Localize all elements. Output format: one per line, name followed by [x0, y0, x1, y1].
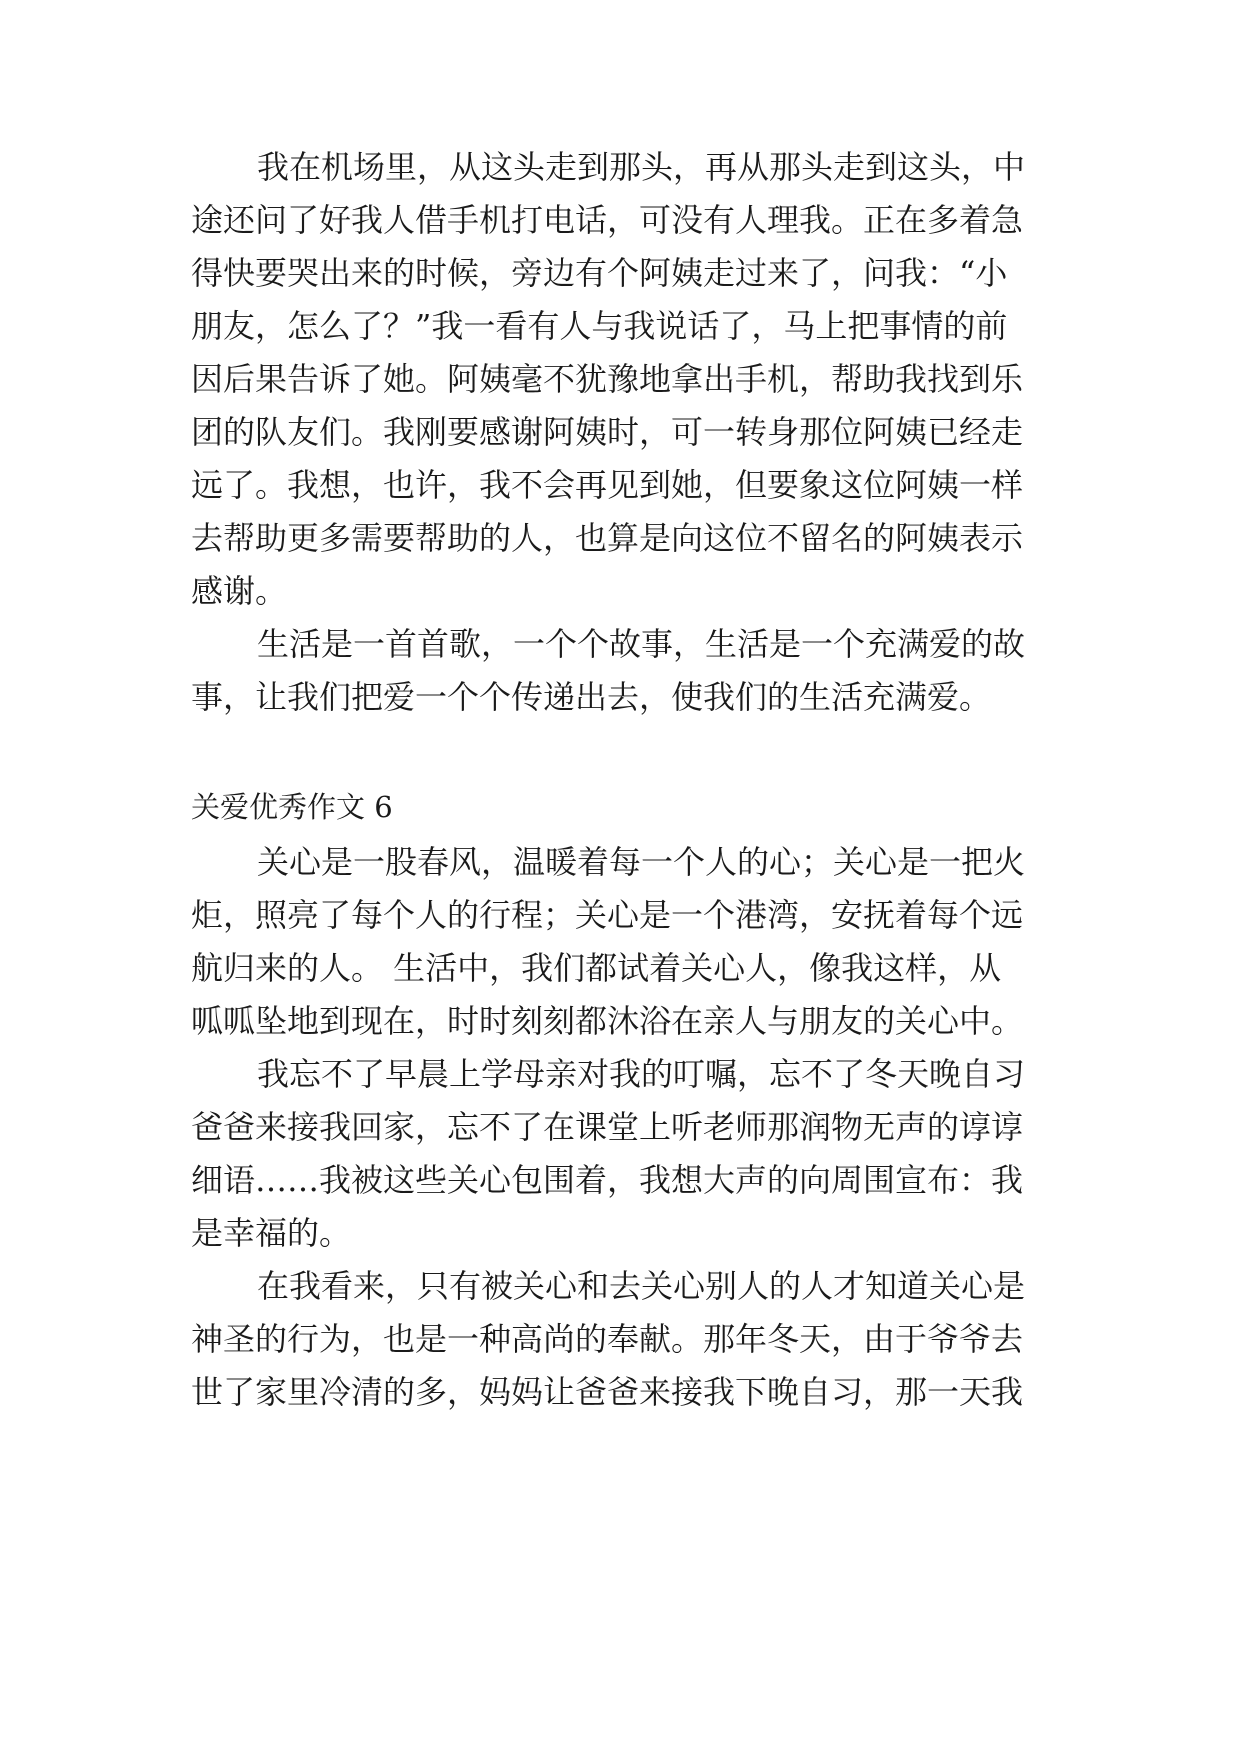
text-line: 途还问了好我人借手机打电话，可没有人理我。正在多着急: [191, 201, 1024, 239]
text-line: 细语……我被这些关心包围着，我想大声的向周围宣布：我: [191, 1161, 1024, 1199]
text-line: 感谢。: [191, 572, 288, 610]
text-line: 关心是一股春风，温暖着每一个人的心；关心是一把火: [257, 843, 1026, 881]
text-line: 世了家里冷清的多，妈妈让爸爸来接我下晚自习，那一天我: [191, 1373, 1024, 1411]
text-line: 去帮助更多需要帮助的人，也算是向这位不留名的阿姨表示: [191, 519, 1024, 557]
text-line: 爸爸来接我回家，忘不了在课堂上听老师那润物无声的谆谆: [191, 1108, 1024, 1146]
text-line: 事，让我们把爱一个个传递出去，使我们的生活充满爱。: [191, 678, 992, 716]
text-line: 因后果告诉了她。阿姨毫不犹豫地拿出手机，帮助我找到乐: [191, 360, 1024, 398]
text-line: 朋友，怎么了？”我一看有人与我说话了，马上把事情的前: [191, 307, 1008, 345]
text-line: 得快要哭出来的时候，旁边有个阿姨走过来了，问我：“小: [191, 254, 1008, 292]
text-line: 远了。我想，也许，我不会再见到她，但要象这位阿姨一样: [191, 466, 1024, 504]
text-line: 在我看来，只有被关心和去关心别人的人才知道关心是: [257, 1267, 1026, 1305]
text-line: 团的队友们。我刚要感谢阿姨时，可一转身那位阿姨已经走: [191, 413, 1024, 451]
text-line: 我忘不了早晨上学母亲对我的叮嘱，忘不了冬天晚自习: [257, 1055, 1026, 1093]
text-line: 是幸福的。: [191, 1214, 352, 1252]
text-line: 航归来的人。 生活中，我们都试着关心人，像我这样，从: [191, 949, 1002, 987]
text-line: 呱呱坠地到现在，时时刻刻都沐浴在亲人与朋友的关心中。: [191, 1002, 1024, 1040]
text-line: 生活是一首首歌，一个个故事，生活是一个充满爱的故: [257, 625, 1026, 663]
section-title: 关爱优秀作文 6: [191, 790, 393, 824]
text-line: 神圣的行为，也是一种高尚的奉献。那年冬天，由于爷爷去: [191, 1320, 1024, 1358]
text-line: 炬，照亮了每个人的行程；关心是一个港湾，安抚着每个远: [191, 896, 1024, 934]
text-line: 我在机场里，从这头走到那头，再从那头走到这头，中: [257, 148, 1026, 186]
